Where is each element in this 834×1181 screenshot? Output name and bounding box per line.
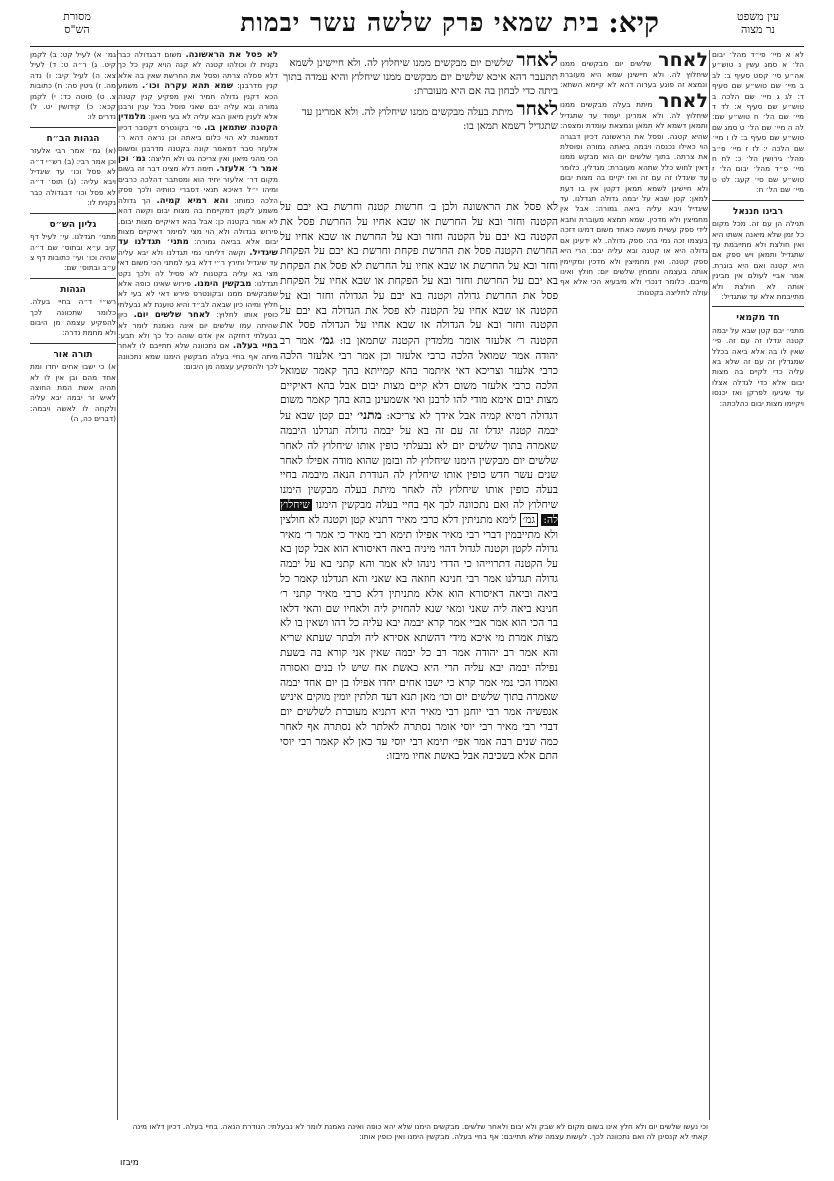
rabbenu-chananel-title: רבינו חננאל (732, 206, 784, 217)
hagahot-text: רש״י ד״ה בחיי בעלה. כלומר שתכוונה לכך להפקיע עצמה מן היבום ולא מחמת נדרה: (30, 297, 116, 338)
bottom-commentary: וכי נעשו שלשים יום ולא חלץ אינו בשום מקום לא שבק ולא יבום ולאחר שלשים. מבקשים הימנו שלא יהא כופה ואינה נאמנת לומר לא נבעלתי: הנודרת הנאה. בחיי בעלה. דכיון דלאו מינה קאתי לא קנסינן לה ואם נתכוונה לכך. לעשות עצמה שלא תתייבם: אף בחיי בעלה. מבקשין הימנו ואין כופין אותו: (132, 1122, 708, 1142)
tosafot-paragraph: הך גדולה משמע לקמן דמקיימת בה מצות יבום וקשה דהא לא אמר בקטנה כן: אבל בהא דאיקיים מצות יבום. פירוש בגדולה ולא הוי מצי למימר דאיקיים מצות יבום אלא בביאה גמורה: (118, 195, 278, 247)
gemara-text: אמר רב יהודה אמר שמואל הלכה כרבי אלעזר וכן אמר רבי אלעזר הלכה כרבי אלעזר וצריכא דאי איתמר בהא קמייתא בהך קאמר שמואל הלכה כרבי אלעזר משום דלא קיים מצות יבום אבל בהא דאיקיים מצות יבום אימא מודי להו לרבנן ואי אשמעינן בהא בהך קאמר משום דגדולה רמיא קמיה אבל אידך לא צריכא: (280, 335, 558, 423)
chad-mekamai-title: חד מקמאי (736, 313, 780, 324)
tosafot-paragraph: פירוש שאינו כופה אלא שמבקשים ממנו ובקונטרס פירש דאי לא בעי לא חליץ ומיהו כיון שבאה לב״ד והיא טוענת לא נבעלתי כופין אותו לחלוץ: (118, 278, 278, 320)
tosafot-paragraph: כיון שהיתה עמו שלשים יום אינה נאמנת לומר לא נבעלתי דחזקה אין אדם שוהה כל כך ולא תבע: (118, 310, 278, 340)
tosafot-heading: לאחר שלשים יום. (133, 310, 211, 321)
header-rule (30, 46, 804, 47)
tosafot-paragraph: תימה דלא מצינו דבר זה בשום מקום דר׳ אלעזר יחיד הוא ומסתבר דהלכה כרבים ומיהו י״ל דאיכא תנאי דסברי כוותיה ולכך פסק הלכה כמותו: (118, 164, 278, 205)
ein-mishpat-text: לא א מיי׳ פי״ד מהל׳ יבום הל׳ א סמג עשין נ טוש״ע אה״ע סי׳ קסט סעיף ב: לב ב מיי׳ שם טוש״ע שם סעיף ד: לג ג מיי׳ שם הלכה ב טוש״ע שם סעיף א: לד ד מיי׳ שם הל׳ ח טוש״ע שם: לה ה מיי׳ שם הל׳ ט סמג שם טוש״ע שם סעיף ב: לו ו מיי׳ שם הלכה י: לז ז מיי׳ פ״ב מהל׳ גירושין הל׳ כ: לח ח מיי׳ פ״ד מהל׳ יבום הל׳ ז טוש״ע שם סי׳ קעג: לט ט מיי׳ שם הל׳ ח: (712, 50, 804, 195)
divider (30, 343, 116, 344)
tosafot-column (118, 50, 278, 1116)
divider (30, 278, 116, 279)
tosafot-paragraph: פי׳ בקונטרס דקסבר דכיון דממאנת לא הוי כלום ביאתה וכן נראה דהא ר׳ אלעזר סבר דמאמר קונה בקטנה מדרבנן ומשום הכי מהני מיאון ואין צריכה גט ולא חליצה: (118, 122, 278, 164)
tosafot-heading: גמ׳ וכן אמר ר׳ אלעזר. (118, 154, 278, 175)
rabbenu-chananel-text: תנילה הן עם זה. מכל מקום כל זמן שלא מיאנה אשתו היא ואין חולצת ולא מתייבמת עד שתגדיל ותמאן ויש ספק אם היא קטנה ואם היא בוגרת. אמר אביי לעולם אין מבינין אותה לא חולצת ולא מתייבמת אלא עד שתגדיל: (712, 219, 804, 301)
left-margin-column (30, 50, 116, 1120)
gemara-text: לא פסל את הראשונה ולכן ב׳ חרשות קטנה וחרשת בא יבם על הקטנה וחזר ובא על החרשת או שבא אחיו על החרשת פסל את הקטנה בא יבם על הקטנה וחזר ובא על החרשת או שבא אחיו על החרשת הקטנה פסל את החרשת פקחת וחרשת בא יבם על הפקחת וחזר ובא על החרשת או שבא אחיו על החרשת לא פסל את הפקחת בא יבם על החרשת וחזר ובא על הפקחת או שבא אחיו על הפקחת פסל את החרשת גדולה וקטנה בא יבם על הגדולה וחזר ובא על הקטנה או שבא אחיו על הקטנה לא פסל את הגדולה בא יבם על הקטנה וחזר ובא על הגדולה או שבא אחיו על הגדולה פסל את הקטנה ר׳ אלעזר אומר מלמדין הקטנה שתמאן בו: (280, 201, 558, 348)
hagahot-title: הגהות (60, 284, 86, 295)
column-divider (709, 50, 710, 1120)
tosafot-heading: והא רמיא קמיה. (156, 195, 229, 206)
running-title (240, 8, 600, 44)
mishnah-text: שלשים יום מבקשים ממנו שיחלוץ לה. ולא חיישינן לשמא תתעבר דהא איכא שלשים יום מבקשים ממנו שיחלוץ והיא עמדה בתוך ביתה כדי לבחון בה אם היא מעוברת: (283, 58, 558, 97)
rashi-opening-word: לאחר (658, 89, 708, 112)
divider (712, 306, 804, 307)
masoret-hashas-label: מסורת הש"ס (63, 10, 91, 36)
mishnah-label: מתני׳ (357, 408, 382, 423)
tosafot-paragraph: משמע הכא דקנין גדולה חמיר ואין מפקיע קנין קטנה גמורה ובא עליה יבם שאני פוסל בכל ענין ורבנן אלא לענין מיאון הבא עליה לא בעי מיאון: (118, 81, 278, 122)
rashi-paragraph: מיתת בעלה מבקשים ממנו שיחלוץ לה. ולא אמרינן יעמוד עד שתגדיל ותמאן דשמא לא תמאן ונמצאת עומדת ומצפה: (560, 99, 708, 131)
gemara-top-block (280, 50, 558, 134)
rashi-paragraph: ספק גדולה. לא ידעינן אם גדולה היא או קטנה ובא עליה יבם: הרי היא ספק קטנה. ואין מחמיצין ולא מדכין ומקיימין אותה בעצמה ותמתין שלשים יום: חולץ ואינו מייבם. כלומר דנכרי ולא מיבעיא הכי אלא אף עולה לחליצה בקטנות: (560, 235, 708, 297)
mishnah-opening-word: לאחר (516, 98, 558, 120)
hagahot-habach-title: הגהות הב״ח (46, 133, 100, 144)
mishnah-opening-word: לאחר (516, 49, 558, 71)
gemara-column (280, 200, 558, 1118)
right-margin-column (712, 50, 804, 1120)
tosafot-heading: לא פסל את הראשונה. (185, 50, 278, 60)
gilyon-hashas-text: מתני׳ תגדלנו. עי׳ לעיל דף קיב ע״א ובתוס׳ שם ד״ה שהיה וכו׳ ועי׳ כתובות דף צ ע״ב ובתוס׳ שם: (30, 232, 116, 273)
highlighted-phrase: שיחלוץ לה: (280, 498, 558, 526)
gemara-text: לימא מתניתין דלא כרבי מאיר דתניא קטן וקטנה לא חולצין ולא מתייבמין דברי רבי מאיר אפילו תימא רבי מאיר כי אמר ר׳ מאיר גדולה לקטן וקטנה לגדול דהוי מיניה ביאה דאיסורא הוא אבל קטן בא על הקטנה דתרוייהו כי הדדי נינהו לא אמר והא קתני בא על יבמה גדולה תגדלנו אמר רבי חנינא חוזאה בא שאני והא תגדלנו קאמר כל ביאה וביאה דאיסורא הוא אלא מתניתין דלא כרבי מאיר קתני ר׳ חנינא ביאה ליה שאני ומאי שנא להחזיק ליה ולאחיו שם והאי דלאו בר הכי הוא אמר אביי אמר קרא יבמה יבא עליה כל דהו ושאין בו לא מצות אמרת מי איכא מידי דהשתא אסירא ליה ולבתר שעתא שריא והא אמר רב יהודה אמר רב כל יבמה שאין אני קורא בה בשעת נפילה יבמה יבא עליה הרי היא כאשת אח שיש לו בנים ואסורה ואמרו הכי נמי אמר קרא כי ישבו אחים יחדו אפילו בן יום אחד יבמה שאמרה בתוך שלשים יום וכו׳ מאן תנא דעד תלתין יומין מוקים איניש אנפשיה אמר רבי יוחנן רבי מאיר היא דתניא מעוברת לשלשים יום דברי רבי מאיר רבי יוסי אומר נסתרה לאלתר לא נסתרה אף לאחר כמה שנים רבה אמר אפי׳ תימא רבי יוסי עד כאן לא קאמר רבי יוסי התם אלא בשכיבה אבל באשת אחיו מיבזו: (280, 513, 558, 763)
tosafot-paragraph: וקשה דליתני נמי תגדלנו ולא יבא עליה עד שיגדיל ותירץ ר״י דלא בעי למתני הכי משום דאי מצי בא עליה בקטנות לא פסיל לה ולכך נקט תגדלנו: (118, 247, 278, 288)
torah-or-title: תורה אור (53, 349, 93, 360)
rashi-paragraph: מגדלין. כלומר עד שיגדלו זה עם זה ואז יקיים בה מצות יבום ולא חיישינן לשמא תמאן דקטן אין בו דעת למאן: קטן שבא על יבמה גדולה תגדלנו. עד שיגדיל ויבא עליה ביאה גמורה: (560, 162, 708, 214)
rashi-opening-word: לאחר (658, 50, 708, 71)
rashi-column (560, 50, 708, 1116)
gemara-label: גמ׳ (319, 333, 334, 348)
catchword: מיבזו (120, 1158, 139, 1168)
tosafot-paragraph: משום דבגדולה כבר נקנית לו וכולהו קטנה לא קנה הויא קנין כל כך דלא פסלה צרתה ופסל את החרשת שאין בה אלא קנין מדרבנן: (118, 50, 278, 91)
ein-mishpat-label: עין משפט נר מצוה (736, 10, 780, 36)
rashi-paragraph: שלשים יום מבקשים ממנו שיחלוץ לה. ולא חיישינן שמא היא מעוברת ונמצא זה פוגע בערוה דהא לא קיימא השתא: (560, 59, 708, 90)
running-title-text: בית שמאי פרק שלשה עשר יבמות (240, 8, 600, 37)
mishnah-text: יבם קטן שבא על יבמה קטנה יגדלו זה עם זה בא על יבמה גדולה תגדלנו היבמה שאמרה בתוך שלשים יום לא נבעלתי כופין אותו שיחלוץ לה לאחר שלשים יום מבקשין הימנו שיחלוץ לה ובזמן שהוא מודה אפילו לאחר שנים עשר חדש כופין אותו שיחלוץ לה הנודרת הנאה מיבמה בחיי בעלה כופין אותו שיחלוץ לה לאחר מיתת בעלה מבקשין הימנו שיחלוץ לה ואם נתכוונה לכך אף בחיי בעלה מבקשין הימנו (280, 410, 558, 511)
masoret-hashas-text: גמ׳ א) לעיל קט: ב) לקמן קיט. ג) ר״ה ט: ד) לעיל צא: ה) לעיל קיב: ו) נדה מה. ז) גיטין סה: ח) כתובות צ. ט) סוטה כד: י) לקמן קכא: כ) קידושין יט. ל) נדרים לו: (30, 50, 116, 122)
gilyon-hashas-title: גליון הש״ס (49, 219, 97, 230)
tosafot-heading: שמא תהא עקרה וכו׳. (141, 81, 234, 92)
tosafot-heading: מתני׳ תגדלנו עד שיגדיל. (118, 237, 278, 258)
rashi-paragraph: אבל אין מחמיצין ולא מדכין. שמא תמצא מעוברת ותבא לידי ספק עשיית מעשה כאחד משום דמיגו דזכה בעצמו זכה נמי בה: (560, 204, 708, 245)
tosafot-heading: מבקשין הימנו. (193, 278, 252, 289)
torah-or-text: א) כי ישבו אחים יחדו ומת אחד מהם ובן אין לו לא תהיה אשת המת החוצה לאיש זר יבמה יבא עליה ולקחה לו לאשה ויבמה: (דברים כה, ה) (30, 362, 116, 424)
chad-mekamai-text: מתני׳ יבם קטן שבא על יבמה קטנה יגדלו זה עם זה. פי׳ שאין לו בה אלא ביאה בכלל שמגדלין זה עם זה שלא בא עליה כדי לקיים בה מצות יבום אלא כדי לגדלה אצלו עד שיגיעו לפרקן ואז יכנסו ויקיימו מצות יבום כהלכתה: (712, 325, 804, 408)
tosafot-heading: מלמדין הקטנה שתמאן בו. (118, 112, 278, 133)
divider (30, 127, 116, 128)
divider (30, 213, 116, 214)
divider (712, 200, 804, 201)
tosafot-paragraph: אם נתכוונה שלא תתייבם לו לאחר מיתה אף בחיי בעלה מבקשין הימנו שמא נתכוונה לכך ולהפקיע עצמה מן היבום: (118, 341, 278, 372)
rashi-paragraph: שהיא קטנה. ופסל את הראשונה דכיון דבגרה הוי כאילו נכנסה ויבמה ביאתה גמורה ופוסלת את צרתה. בתוך שלשים יום הוא מבקש ממנו דאין לחוש כלל שתהא מעוברת: (560, 131, 708, 172)
mishnah-text: מיתת בעלה מבקשים ממנו שיחלוץ לה. ולא אמרינן עד שתגדיל דשמא תמאן בו: (301, 107, 558, 132)
gemara-label-boxed: גמ׳ (520, 513, 538, 527)
folio-number: קיא: (608, 6, 659, 39)
hagahot-habach-text: (א) גמ׳ אמר רבי אלעזר וכן אמר רבי: (ב) רש״י ד״ה לא פסל וכו׳ עד שיגדיל ויבא עליה: (ג) תוס׳ ד״ה לא פסל וכו׳ דבגדולה כבר נקנית לו: (30, 146, 116, 208)
tosafot-heading: בחיי בעלה. (232, 341, 278, 352)
